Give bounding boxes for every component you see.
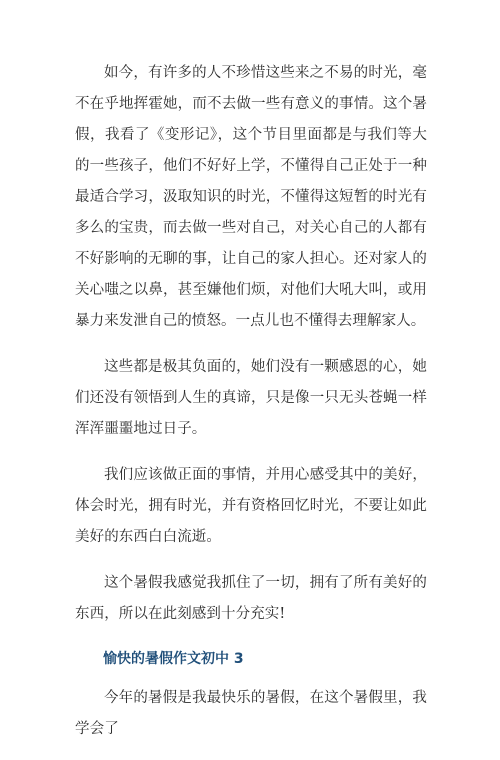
article-paragraph-2: 这些都是极其负面的，她们没有一颗感恩的心，她们还没有领悟到人生的真谛，只是像一只无头苍蝇一样浑浑噩噩地过日子。 <box>75 359 427 437</box>
section-heading: 愉快的暑假作文初中 3 <box>103 651 244 667</box>
article-paragraph-4: 这个暑假我感觉我抓住了一切，拥有了所有美好的东西，所以在此刻感到十分充实! <box>75 575 427 622</box>
article-paragraph-1: 如今，有许多的人不珍惜这些来之不易的时光，毫不在乎地挥霍她，而不去做一些有意义的事情。这个暑假，我看了《变形记》，这个节目里面都是与我们等大的一些孩子，他们不好好上学，不懂得自己正处于一种最适合学习，汲取知识的时光，不懂得这短暂的时光有多么的宝贵，而去做一些对自己，对关心自己的人都有不好影响的无聊的事，让自己的家人担心。还对家人的关心嗤之以鼻，甚至嫌他们烦，对他们大吼大叫，或用暴力来发泄自己的愤怒。一点儿也不懂得去理解家人。 <box>75 65 427 329</box>
article-paragraph-partial: 今年的暑假是我最快乐的暑假，在这个暑假里，我学会了 <box>75 690 427 737</box>
article-paragraph-3: 我们应该做正面的事情，并用心感受其中的美好，体会时光，拥有时光，并有资格回忆时光，不要让如此美好的东西白白流逝。 <box>75 467 427 545</box>
article-body <box>75 58 427 760</box>
